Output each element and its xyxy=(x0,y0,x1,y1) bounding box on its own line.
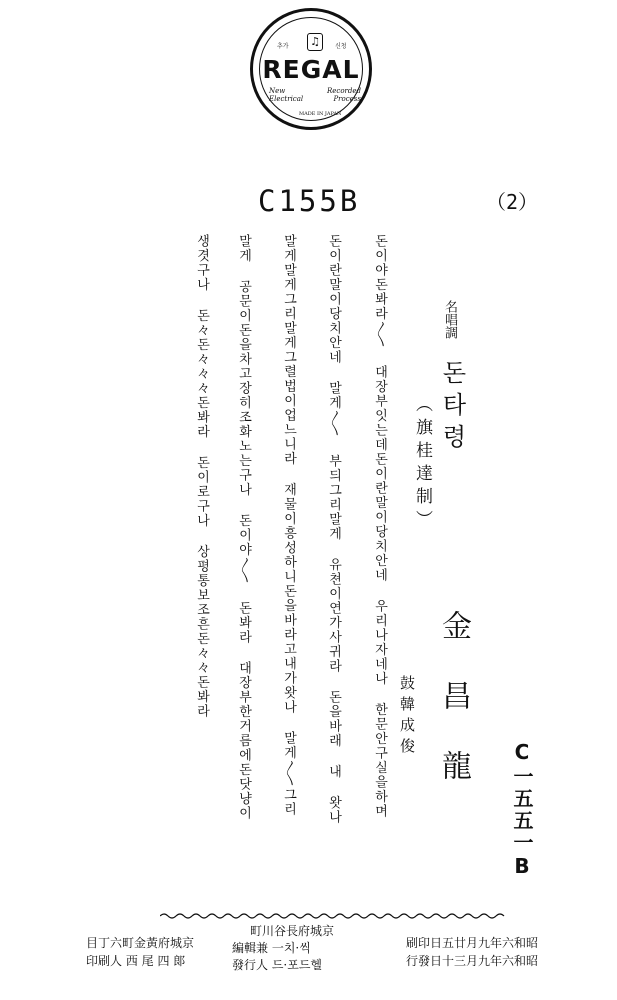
wavy-divider xyxy=(160,912,510,920)
colophon-printer: 印刷人 西 尾 四 郞 xyxy=(86,954,186,968)
lyric-line-2: 돈이란말이당치안네 말게〳〵 부듸그리말게 유쳔이연가사귀라 돈을바래 내 왓나 xyxy=(326,234,341,825)
lyric-line-4: 말게 공문이돈을차고장히조화노는구나 돈이야〳〵 돈봐라 대장부한거름에돈닷냥이 xyxy=(236,234,251,821)
lyric-line-1: 돈이야돈봐라〳〵 대장부잇는데돈이란말이당치안네 우리나자네나 한문안구실을하며 xyxy=(372,234,387,819)
logo-bottom: MADE IN JAPAN xyxy=(299,111,342,117)
colophon-address-1: 京城府長谷川町 xyxy=(250,924,335,938)
colophon-publish-date: 昭和六年九月三十日發行 xyxy=(406,954,539,968)
catalog-number: C155B xyxy=(258,184,361,218)
colophon-publisher: 發行人 드·포드헬 xyxy=(232,958,322,972)
side-number: （2） xyxy=(486,190,539,214)
song-title: 돈타령 xyxy=(438,360,466,456)
logo-top-right: 신청 xyxy=(335,43,347,50)
regal-logo xyxy=(250,8,372,130)
singer-name: 金昌龍 xyxy=(436,610,471,820)
music-note-icon: ♫ xyxy=(307,33,323,51)
accompaniment: （旗桂達制） xyxy=(412,395,432,533)
colophon-print-date: 昭和六年九月廿五日印刷 xyxy=(406,936,539,950)
lyric-line-3: 말게말게그리말게그렬법이업느니라 재물이흥성하니돈을바라고내가왓나 말게〳〵그리 xyxy=(281,234,296,817)
colophon-editor: 編輯兼 一치·씩 xyxy=(232,941,311,955)
genre-label: 名唱調 xyxy=(442,300,457,339)
logo-sub-left: New Electrical xyxy=(269,87,304,103)
logo-top-left: 추가 xyxy=(277,43,289,50)
lyric-line-5: 생겻구나 돈々돈々々々돈봐라 돈이로구나 상평통보조흔돈々々돈봐라 xyxy=(194,234,209,719)
catalog-vertical: C一五五一B xyxy=(510,740,534,880)
colophon-address-2: 京城府黃金町六丁目 xyxy=(86,936,195,950)
drummer-credit: 鼓韓成俊 xyxy=(398,675,416,759)
logo-sub-right: Recorded Process xyxy=(327,87,361,103)
logo-wordmark: REGAL xyxy=(262,55,360,84)
